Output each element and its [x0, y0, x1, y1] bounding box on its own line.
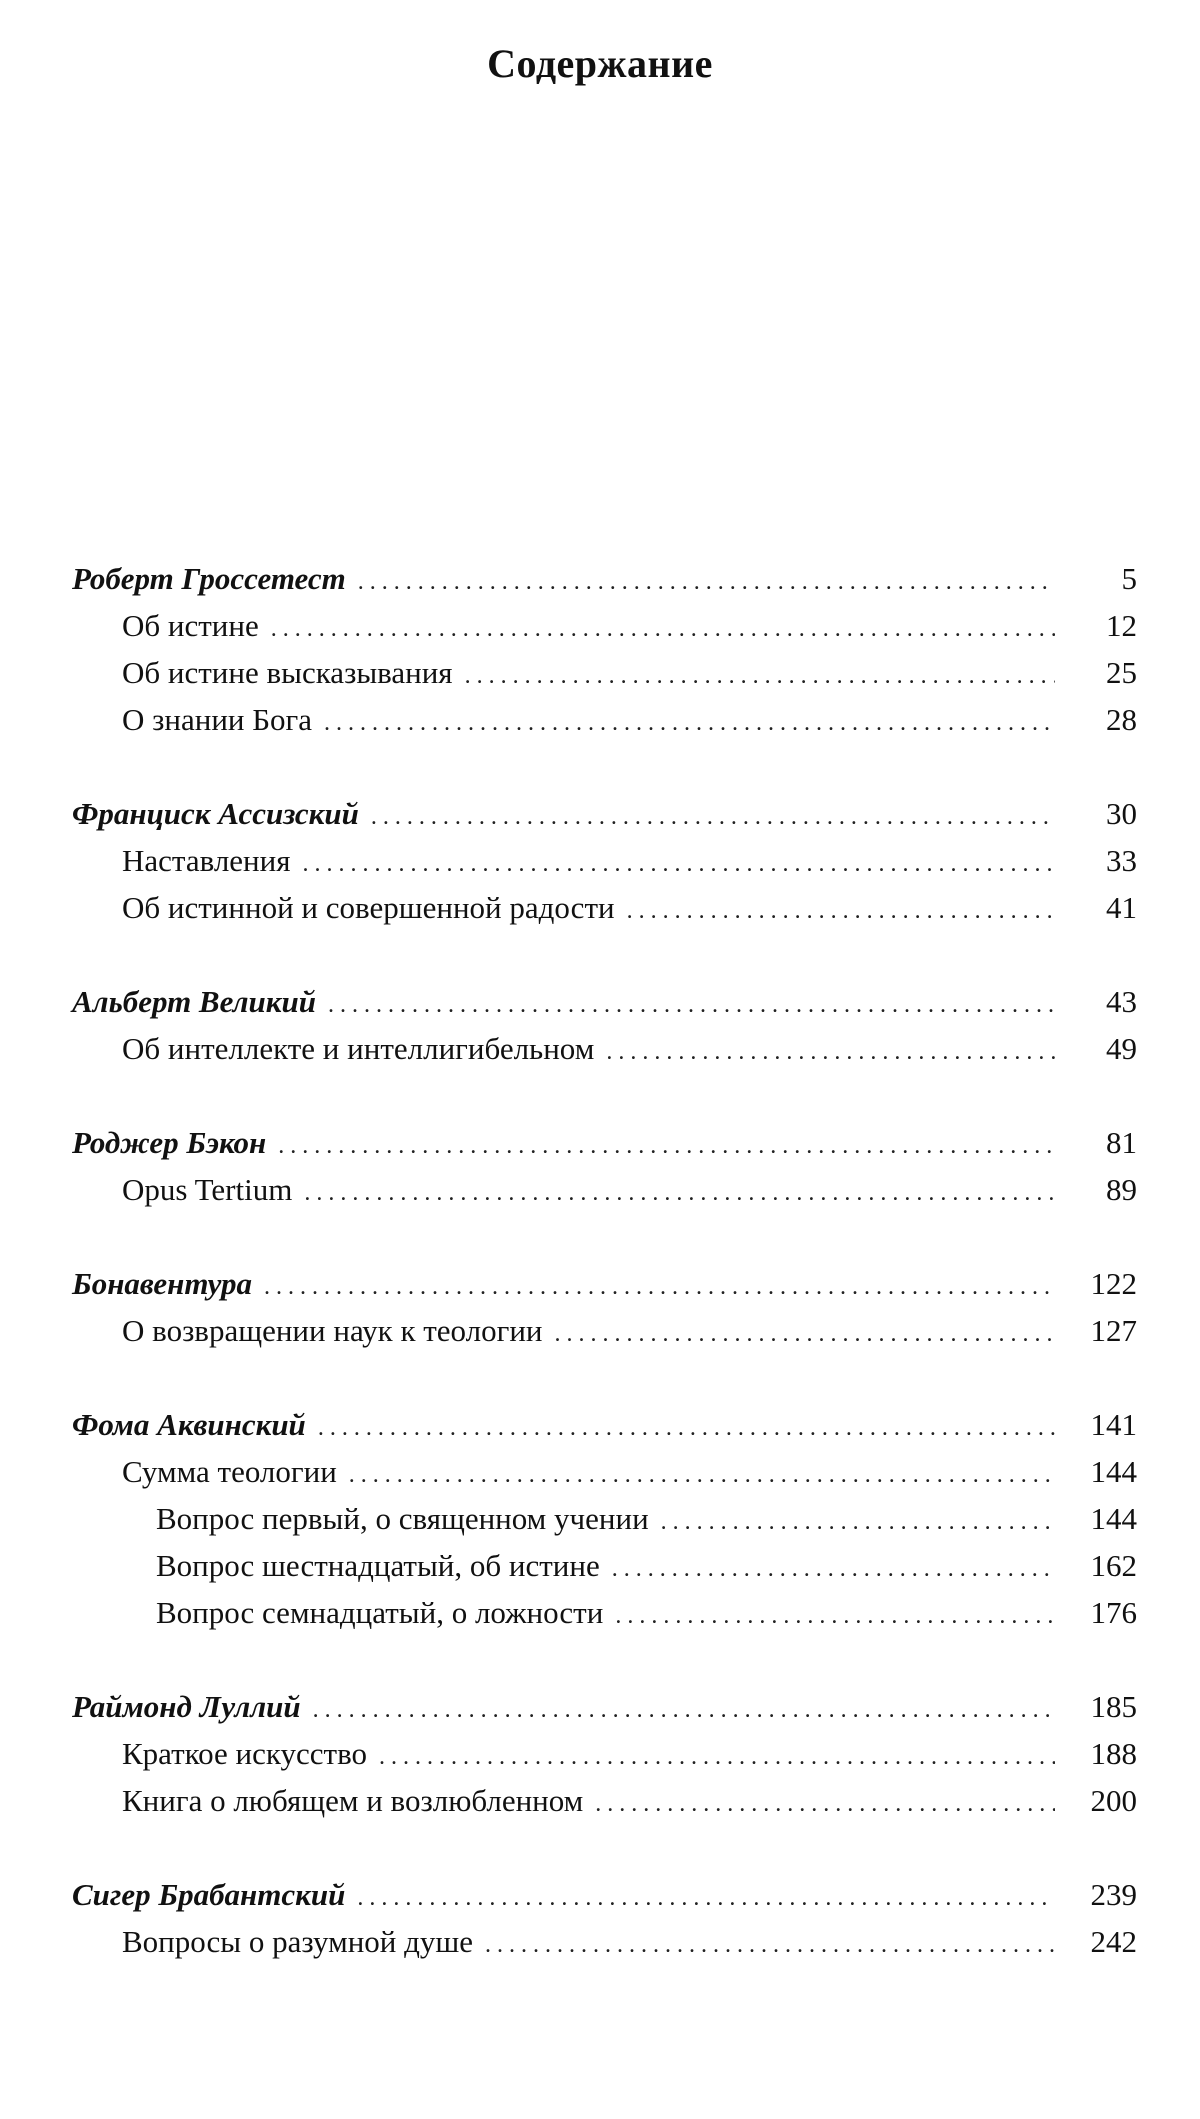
toc-work-entry: [72, 1025, 1137, 1072]
toc-work-entry: [72, 696, 1137, 743]
toc-work-entry: [72, 1166, 1137, 1213]
work-title: Opus Tertium: [122, 1172, 293, 1207]
page-number: 5: [1121, 561, 1137, 596]
page-number: 81: [1106, 1125, 1137, 1160]
toc-author-entry: [72, 790, 1137, 837]
page-number: 162: [1090, 1548, 1137, 1583]
toc-section: [72, 555, 1137, 743]
page-number: 239: [1090, 1877, 1137, 1912]
toc-author-entry: [72, 1401, 1137, 1448]
work-title: О возвращении наук к теологии: [122, 1313, 543, 1348]
page-number: 144: [1090, 1501, 1137, 1536]
author-name: Альберт Великий: [72, 984, 316, 1019]
dot-leader: [324, 700, 1055, 747]
page-number: 185: [1090, 1689, 1137, 1724]
dot-leader: [358, 559, 1055, 606]
page-number: 122: [1090, 1266, 1137, 1301]
page-number: 89: [1106, 1172, 1137, 1207]
toc-section: [72, 1683, 1137, 1824]
toc-section: [72, 978, 1137, 1072]
page-number: 33: [1106, 843, 1137, 878]
dot-leader: [485, 1922, 1055, 1969]
page-number: 200: [1090, 1783, 1137, 1818]
dot-leader: [379, 1734, 1055, 1781]
toc-author-entry: [72, 1683, 1137, 1730]
work-title: Об истинной и совершенной радости: [122, 890, 615, 925]
toc-author-entry: [72, 1260, 1137, 1307]
page-number: 144: [1090, 1454, 1137, 1489]
work-title: Вопрос семнадцатый, о ложности: [156, 1595, 604, 1630]
author-name: Сигер Брабантский: [72, 1877, 346, 1912]
page-number: 30: [1106, 796, 1137, 831]
toc-section: [72, 1401, 1137, 1636]
page-title: Содержание: [487, 41, 713, 86]
work-title: О знании Бога: [122, 702, 313, 737]
toc-section: [72, 1119, 1137, 1213]
dot-leader: [278, 1123, 1055, 1170]
author-name: Бонавентура: [72, 1266, 253, 1301]
dot-leader: [328, 982, 1055, 1029]
page-number: 28: [1106, 702, 1137, 737]
dot-leader: [555, 1311, 1055, 1358]
work-title: Об интеллекте и интеллигибельном: [122, 1031, 595, 1066]
page-number: 43: [1106, 984, 1137, 1019]
page-number: 41: [1106, 890, 1137, 925]
author-name: Роберт Гроссетест: [72, 561, 346, 596]
toc-author-entry: [72, 555, 1137, 602]
toc-work-entry: [72, 649, 1137, 696]
work-title: Вопрос шестнадцатый, об истине: [156, 1548, 600, 1583]
toc-work-entry: [72, 1307, 1137, 1354]
dot-leader: [606, 1029, 1055, 1076]
work-title: Вопросы о разумной душе: [122, 1924, 474, 1959]
author-name: Раймонд Луллий: [72, 1689, 301, 1724]
author-name: Фома Аквинский: [72, 1407, 306, 1442]
toc-author-entry: [72, 1119, 1137, 1166]
dot-leader: [271, 606, 1055, 653]
page-number: 25: [1106, 655, 1137, 690]
toc-author-entry: [72, 978, 1137, 1025]
page-number: 242: [1090, 1924, 1137, 1959]
dot-leader: [349, 1452, 1055, 1499]
dot-leader: [627, 888, 1055, 935]
toc-author-entry: [72, 1871, 1137, 1918]
dot-leader: [612, 1546, 1055, 1593]
toc-work-entry: [72, 1495, 1137, 1542]
toc-work-entry: [72, 1448, 1137, 1495]
toc-section: [72, 1871, 1137, 1965]
dot-leader: [303, 841, 1056, 888]
page-number: 49: [1106, 1031, 1137, 1066]
work-title: Об истине: [122, 608, 259, 643]
toc-work-entry: [72, 1777, 1137, 1824]
page-number: 176: [1090, 1595, 1137, 1630]
dot-leader: [615, 1593, 1055, 1640]
toc-work-entry: [72, 1918, 1137, 1965]
dot-leader: [318, 1405, 1055, 1452]
work-title: Сумма теологии: [122, 1454, 337, 1489]
author-name: Франциск Ассизский: [72, 796, 359, 831]
dot-leader: [264, 1264, 1055, 1311]
table-of-contents: [72, 555, 1137, 2012]
dot-leader: [661, 1499, 1055, 1546]
work-title: Вопрос первый, о священном учении: [156, 1501, 649, 1536]
dot-leader: [595, 1781, 1055, 1828]
toc-work-entry: [72, 1542, 1137, 1589]
work-title: Об истине высказывания: [122, 655, 453, 690]
page-number: 188: [1090, 1736, 1137, 1771]
page-number: 12: [1106, 608, 1137, 643]
dot-leader: [304, 1170, 1055, 1217]
work-title: Книга о любящем и возлюбленном: [122, 1783, 584, 1818]
toc-section: [72, 1260, 1137, 1354]
page-number: 127: [1090, 1313, 1137, 1348]
toc-work-entry: [72, 1589, 1137, 1636]
page-number: 141: [1090, 1407, 1137, 1442]
dot-leader: [357, 1875, 1055, 1922]
dot-leader: [371, 794, 1055, 841]
toc-work-entry: [72, 884, 1137, 931]
toc-work-entry: [72, 602, 1137, 649]
toc-section: [72, 790, 1137, 931]
work-title: Краткое искусство: [122, 1736, 368, 1771]
dot-leader: [313, 1687, 1055, 1734]
work-title: Наставления: [122, 843, 291, 878]
dot-leader: [465, 653, 1055, 700]
toc-work-entry: [72, 1730, 1137, 1777]
toc-work-entry: [72, 837, 1137, 884]
author-name: Роджер Бэкон: [72, 1125, 267, 1160]
